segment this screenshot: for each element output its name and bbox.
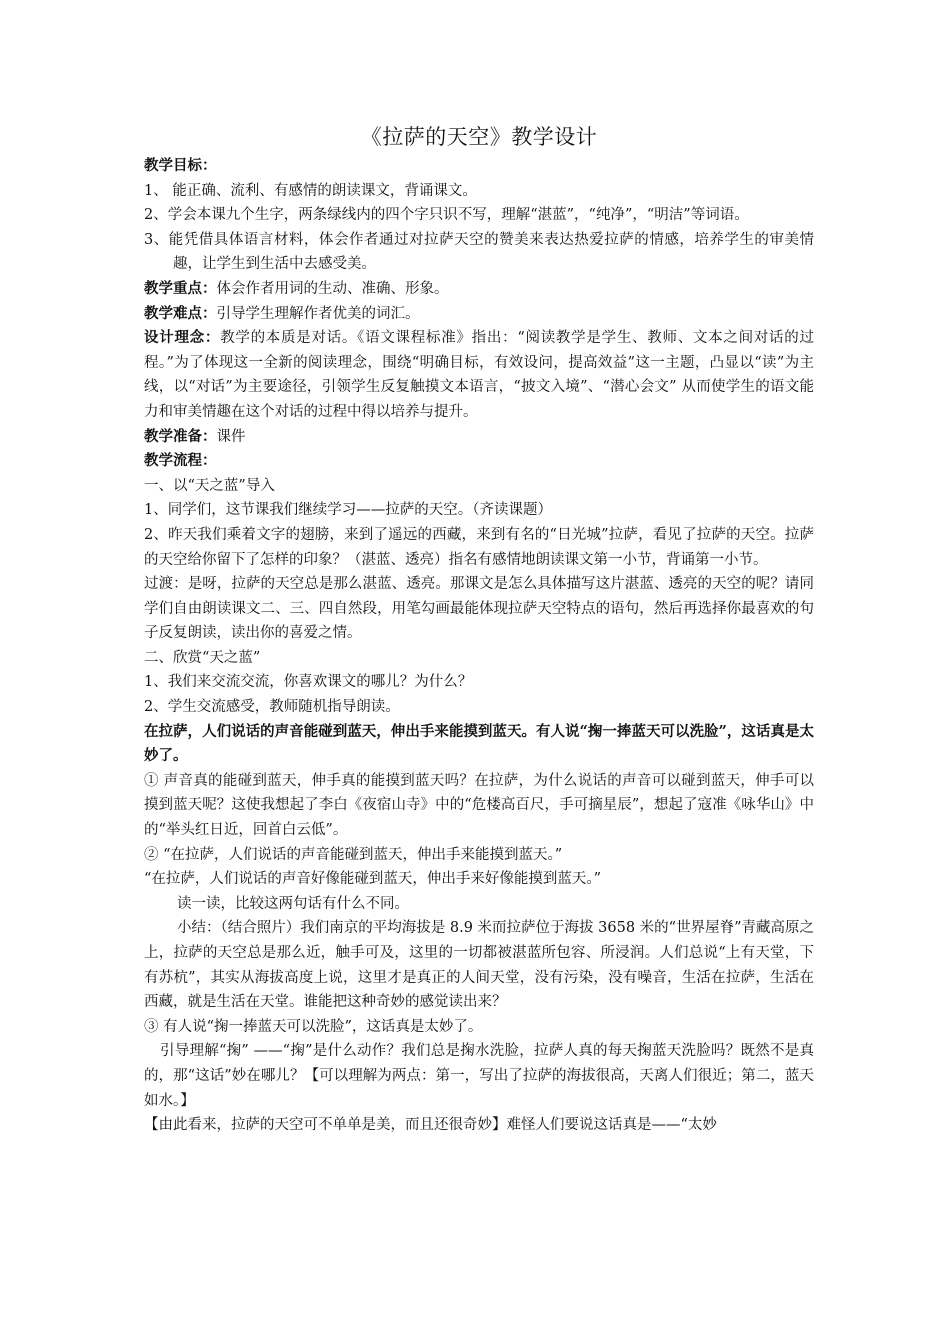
difficulty-text: 引导学生理解作者优美的词汇。	[216, 305, 420, 322]
key-point	[144, 277, 814, 302]
teaching-prep-text: 课件	[216, 428, 246, 445]
section2-heading: 二、欣赏“天之蓝”	[144, 649, 261, 666]
section2-para-6: ③ 有人说“掬一捧蓝天可以洗脸”，这话真是太妙了。	[144, 1018, 483, 1035]
section2-para-3: “在拉萨，人们说话的声音好像能碰到蓝天，伸出手来好像能摸到蓝天。”	[144, 871, 602, 888]
section2-item-2: 2、学生交流感受，教师随机指导朗读。	[144, 699, 400, 716]
design-concept	[144, 326, 814, 424]
goal-item-3: 3、能凭借具体语言材料，体会作者通过对拉萨天空的赞美来表达热爱拉萨的情感，培养学生的审美情趣，让学生到生活中去感受美。	[144, 231, 814, 273]
goals-heading: 教学目标：	[144, 157, 217, 174]
document-title: 《拉萨的天空》教学设计	[360, 125, 598, 149]
key-point-text: 体会作者用词的生动、准确、形象。	[216, 280, 449, 297]
flow-heading: 教学流程：	[144, 452, 217, 470]
section2-para-1: ① 声音真的能碰到蓝天，伸手真的能摸到蓝天吗？在拉萨，为什么说话的声音可以碰到蓝天，伸手可以摸到蓝天呢？这使我想起了李白《夜宿山寺》中的“危楼高百尺，手可摘星辰”，想起了寇准《咏华山》中的“举头红日近，回首白云低”。	[144, 772, 814, 839]
difficulty	[144, 302, 814, 327]
section2-item-1: 1、我们来交流交流，你喜欢课文的哪儿？为什么？	[144, 674, 473, 691]
design-concept-label: 设计理念：	[144, 329, 221, 347]
difficulty-label: 教学难点：	[144, 304, 217, 322]
key-point-label: 教学重点：	[144, 279, 217, 297]
section2-para-4: 读一读，比较这两句话有什么不同。	[177, 895, 409, 912]
document-page	[144, 122, 814, 1138]
teaching-prep-label: 教学准备：	[144, 427, 217, 445]
design-concept-text: 教学的本质是对话。《语文课程标准》指出：“阅读教学是学生、教师、文本之间对话的过程。”为了体现这一全新的阅读理念，围绕“明确目标，有效设问，提高效益”这一主题，凸显以“读”为主线，以“对话”为主要途径，引领学生反复触摸文本语言，“披文入境”、“潜心会文” 从而使学生的语文能力和审美情趣在这个对话的过程中得以培养与提升。	[144, 330, 814, 420]
section1-item-1: 1、同学们，这节课我们继续学习——拉萨的天空。（齐读课题）	[144, 502, 552, 519]
goal-item-1: 1、 能正确、流利、有感情的朗读课文，背诵课文。	[144, 182, 477, 199]
teaching-prep	[144, 425, 814, 450]
section1-heading: 一、以“天之蓝”导入	[144, 477, 275, 494]
section2-para-8: 【由此看来，拉萨的天空可不单单是美，而且还很奇妙】难怪人们要说这话真是——“太妙	[144, 1117, 717, 1134]
section1-item-2: 2、昨天我们乘着文字的翅膀，来到了遥远的西藏，来到有名的“日光城”拉萨，看见了拉萨的天空。拉萨的天空给你留下了怎样的印象？（湛蓝、透亮）指名有感情地朗读课文第一小节，背诵第一小节。	[144, 526, 814, 568]
section2-summary: 小结：（结合照片）我们南京的平均海拔是 8.9 米而拉萨位于海拔 3658 米的“世界屋脊”青藏高原之上，拉萨的天空总是那么近，触手可及，这里的一切都被湛蓝所包容、所浸润。人们总说“上有天堂，下有苏杭”，其实从海拔高度上说，这里才是真正的人间天堂，没有污染，没有噪音，生活在拉萨，生活在西藏，就是生活在天堂。谁能把这种奇妙的感觉读出来？	[144, 920, 814, 1011]
section2-para-7: 引导理解“掬” ——“掬”是什么动作？我们总是掬水洗脸，拉萨人真的每天掬蓝天洗脸吗？既然不是真的，那“这话”妙在哪儿？【可以理解为两点：第一，写出了拉萨的海拔很高，天离人们很近；第二，蓝天如水。】	[144, 1043, 814, 1109]
bold-quote: 在拉萨，人们说话的声音能碰到蓝天，伸出手来能摸到蓝天。有人说“掬一捧蓝天可以洗脸”，这话真是太妙了。	[144, 722, 814, 765]
section1-transition: 过渡：是呀，拉萨的天空总是那么湛蓝、透亮。那课文是怎么具体描写这片湛蓝、透亮的天空的呢？请同学们自由朗读课文二、三、四自然段，用笔勾画最能体现拉萨天空特点的语句，然后再选择你最喜欢的句子反复朗读，读出你的喜爱之情。	[144, 576, 814, 642]
section2-para-2: ② “在拉萨，人们说话的声音能碰到蓝天，伸出手来能摸到蓝天。”	[144, 846, 563, 863]
goal-item-2: 2、学会本课九个生字，两条绿线内的四个字只识不写，理解“湛蓝”，“纯净”，“明洁”等词语。	[144, 207, 749, 224]
